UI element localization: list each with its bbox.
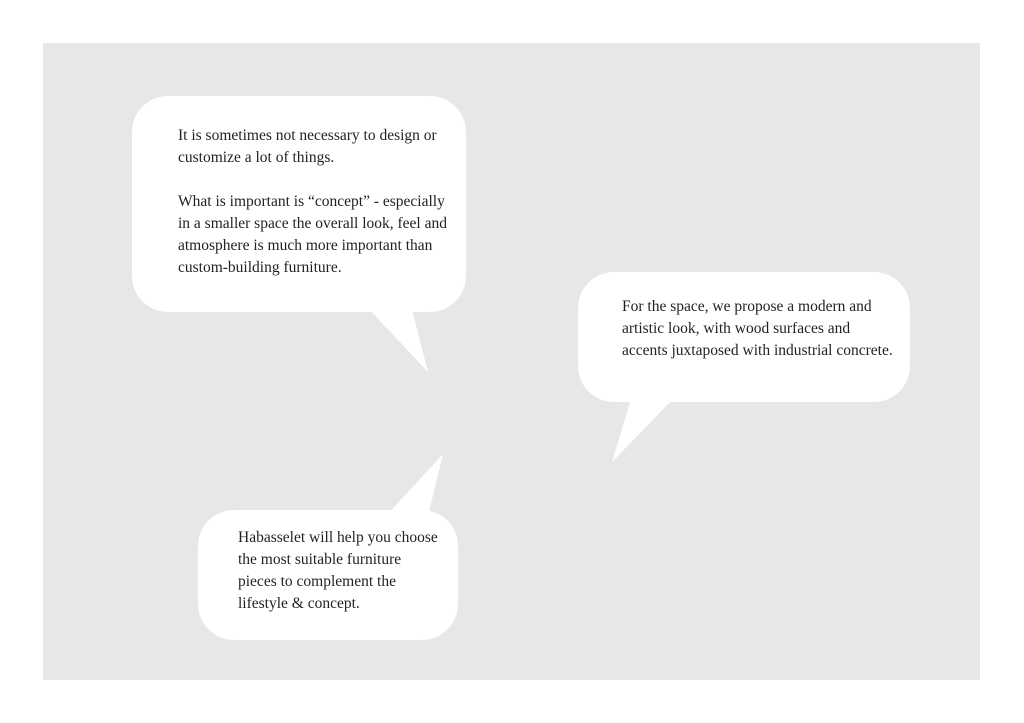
bubble-furniture-text [238, 527, 438, 615]
bubble-style-text [622, 296, 897, 362]
bubble-concept-paragraph-2: What is important is “concept” - especially in a smaller space the overall look, feel and atmosphere is much more important than custom-building furniture. [178, 193, 447, 276]
bubble-style-paragraph: For the space, we propose a modern and artistic look, with wood surfaces and accents juxtaposed with industrial concrete. [622, 298, 893, 359]
bubble-concept-text [178, 125, 453, 279]
bubble-furniture-paragraph: Habasselet will help you choose the most suitable furniture pieces to complement the lifestyle & concept. [238, 529, 438, 612]
bubble-concept-paragraph-1: It is sometimes not necessary to design or customize a lot of things. [178, 127, 437, 166]
